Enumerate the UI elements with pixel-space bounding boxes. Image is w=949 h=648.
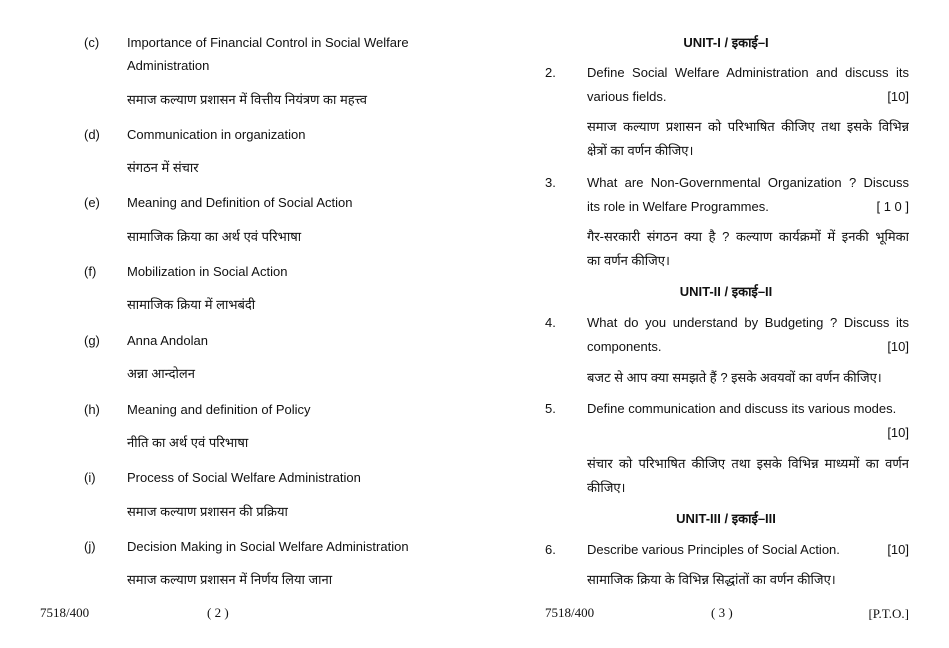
question-text-hi: गैर-सरकारी संगठन क्या है ? कल्याण कार्यक्रमों में इनकी भूमिका <box>587 229 909 244</box>
paper-code: 7518/400 <box>545 605 595 620</box>
question-number: 6. <box>545 542 556 557</box>
item-label: (d) <box>84 127 100 142</box>
page-number: ( 3 ) <box>711 605 733 620</box>
question-text-hi: संचार को परिभाषित कीजिए तथा इसके विभिन्न माध्यमों का वर्णन <box>587 456 909 471</box>
item-text-hi: समाज कल्याण प्रशासन की प्रक्रिया <box>127 504 288 519</box>
item-label: (i) <box>84 470 96 485</box>
question-text-hi: का वर्णन कीजिए। <box>587 253 670 268</box>
question-text-en: Describe various Principles of Social Action. <box>587 542 840 557</box>
marks: [10] <box>887 425 909 440</box>
question-text-hi: समाज कल्याण प्रशासन को परिभाषित कीजिए तथा इसके विभिन्न <box>587 119 909 134</box>
item-text-hi: सामाजिक क्रिया का अर्थ एवं परिभाषा <box>127 229 302 244</box>
paper-code: 7518/400 <box>40 605 90 620</box>
question-text-en: What are Non-Governmental Organization ? Discuss <box>587 175 909 190</box>
item-label: (f) <box>84 264 97 279</box>
question-text-en: What do you understand by Budgeting ? Discuss its <box>587 315 909 330</box>
question-number: 5. <box>545 401 556 416</box>
item-text-en: Importance of Financial Control in Social Welfare <box>127 35 409 50</box>
unit-heading: UNIT-III / इकाई–III <box>676 511 776 526</box>
item-text-en: Anna Andolan <box>127 333 208 348</box>
page-number: ( 2 ) <box>207 605 229 620</box>
unit-heading: UNIT-I / इकाई–I <box>683 35 769 50</box>
question-text-hi: कीजिए। <box>587 480 626 495</box>
unit-heading: UNIT-II / इकाई–II <box>679 284 773 299</box>
item-text-hi: समाज कल्याण प्रशासन में वित्तीय नियंत्रण का महत्त्व <box>127 92 367 107</box>
marks: [10] <box>887 542 909 557</box>
question-text-en: Define communication and discuss its various modes. <box>587 401 897 416</box>
item-text-en: Process of Social Welfare Administration <box>127 470 361 485</box>
item-text-en: Decision Making in Social Welfare Administration <box>127 539 409 554</box>
item-text-hi: नीति का अर्थ एवं परिभाषा <box>127 435 249 450</box>
item-label: (e) <box>84 195 100 210</box>
item-label: (j) <box>84 539 96 554</box>
question-number: 4. <box>545 315 556 330</box>
question-text-en: Define Social Welfare Administration and discuss its <box>587 65 909 80</box>
item-text-hi: संगठन में संचार <box>127 160 199 175</box>
item-text-en: Meaning and Definition of Social Action <box>127 195 353 210</box>
question-text-hi: बजट से आप क्या समझते हैं ? इसके अवयवों का वर्णन कीजिए। <box>587 370 882 385</box>
question-number: 3. <box>545 175 556 190</box>
marks: [10] <box>887 339 909 354</box>
item-text-en: Mobilization in Social Action <box>127 264 288 279</box>
item-text-hi: सामाजिक क्रिया में लाभबंदी <box>127 297 256 312</box>
question-text-en: various fields. <box>587 89 667 104</box>
question-text-en: its role in Welfare Programmes. <box>587 199 769 214</box>
item-text-en: Communication in organization <box>127 127 306 142</box>
item-text-hi: अन्ना आन्दोलन <box>127 366 195 381</box>
item-label: (c) <box>84 35 100 50</box>
question-text-en: components. <box>587 339 662 354</box>
marks: [10] <box>887 89 909 104</box>
question-text-hi: सामाजिक क्रिया के विभिन्न सिद्धांतों का वर्णन कीजिए। <box>587 572 836 587</box>
item-label: (g) <box>84 333 100 348</box>
item-text-en: Administration <box>127 58 210 73</box>
item-label: (h) <box>84 402 100 417</box>
question-text-hi: क्षेत्रों का वर्णन कीजिए। <box>587 143 694 158</box>
marks: [ 1 0 ] <box>876 199 909 214</box>
item-text-en: Meaning and definition of Policy <box>127 402 311 417</box>
pto-note: [P.T.O.] <box>868 606 909 621</box>
item-text-hi: समाज कल्याण प्रशासन में निर्णय लिया जाना <box>127 572 333 587</box>
question-number: 2. <box>545 65 556 80</box>
